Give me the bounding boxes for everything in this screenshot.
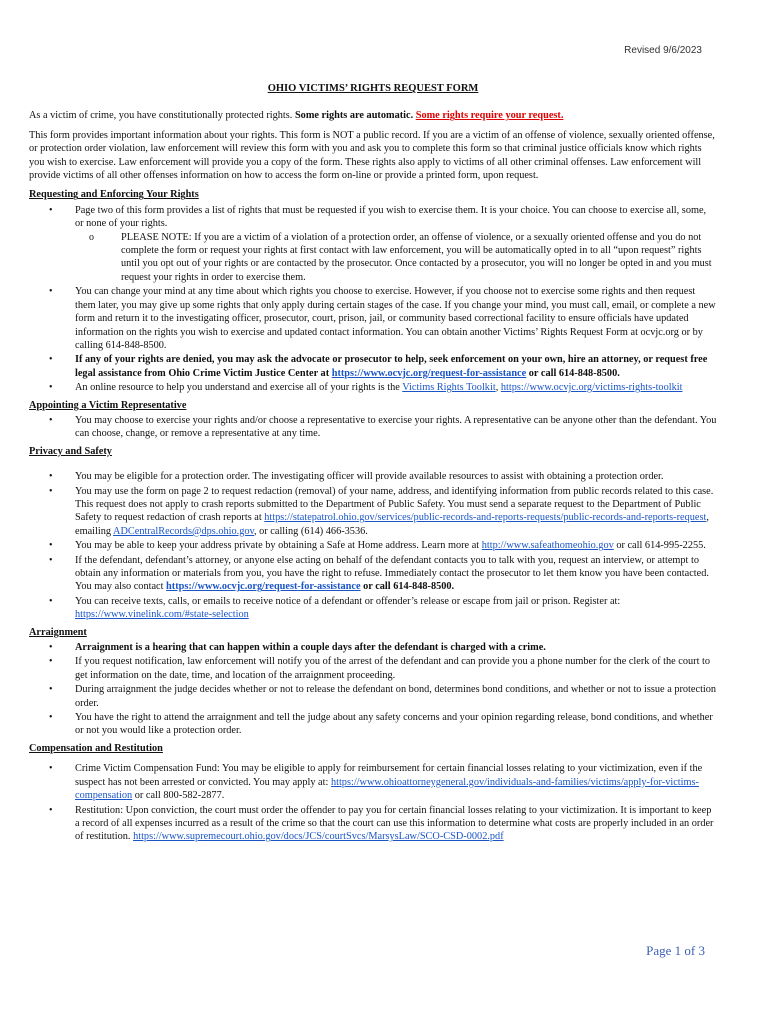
list-item <box>29 285 717 352</box>
list-item <box>29 762 717 802</box>
bullet-icon: • <box>49 204 53 216</box>
sub-list <box>75 231 717 285</box>
bullet-icon: • <box>49 554 53 566</box>
list-item <box>29 539 717 552</box>
adcentralrecords-email-link[interactable]: ADCentralRecords@dps.ohio.gov <box>113 525 254 537</box>
list-item <box>29 204 717 284</box>
victims-rights-toolkit-link[interactable]: Victims Rights Toolkit <box>402 382 496 394</box>
section-heading-compensation: Compensation and Restitution <box>29 742 163 754</box>
list-item <box>29 554 717 594</box>
form-description: This form provides important information about your rights. This form is NOT a public record. If you are a victim of an offense of violence, sexually oriented offense, or protection order violation, law enforcement will review this form with you and ask you to complete this form so that criminal justice officials know which rights you wish to exercise. Law enforcement will provide you a copy of the form. These rights also apply to victims of all other criminal offenses. Law enforcement will provide victims of all other offenses information on how to access the form on-line or provide a printed form, upon request. <box>29 129 715 182</box>
list-item-tail: or call 614-848-8500. <box>528 367 620 379</box>
bullet-icon: • <box>49 656 53 668</box>
list-item-text: You may use the form on page 2 to request redaction (removal) of your name, address, and identifying information from public records related to this case. This request does not apply to crash reports submitted to the Department of Public Safety. You must send a separate request to the Department of Public Safety to request redaction of crash reports at <box>75 485 714 524</box>
ocvjc-assistance-link[interactable]: https://www.ocvjc.org/request-for-assistance <box>166 581 361 593</box>
bullet-icon: • <box>49 540 53 552</box>
list-item-text: During arraignment the judge decides whether or not to release the defendant on bond, determines bond conditions, and whether or not to issue a protection order. <box>75 684 717 709</box>
ocvjc-assistance-link[interactable]: https://www.ocvjc.org/request-for-assistance <box>331 367 527 379</box>
bullet-icon: • <box>49 286 53 298</box>
form-title: OHIO VICTIMS’ RIGHTS REQUEST FORM <box>267 83 479 94</box>
list-item-text: Restitution: Upon conviction, the court must order the offender to pay you for certain financial losses relating to your victimization. It is important to keep a record of all expenses incurred as a result of the crime so that the court can use this information to determine what costs are properly included in an order of restitution. <box>75 804 714 843</box>
compensation-list <box>29 762 717 843</box>
list-item-text: You can receive texts, calls, or emails to receive notice of a defendant or offender’s release or escape from jail or prison. Register at: <box>75 595 621 607</box>
list-item <box>29 804 717 844</box>
sub-list-item-text: PLEASE NOTE: If you are a victim of a violation of a protection order, an offense of violence, or a sexually oriented offense and you do not complete the form or request your rights at first contact with law enforcement, you will be automatically opted in to all “upon request” rights until you opt out of your rights or are contacted by the prosecutor. Once contacted by a prosecutor, you will no longer be opted in and you must request your rights in order to exercise them. <box>121 231 712 283</box>
list-item-tail: or call 614-848-8500. <box>363 581 455 593</box>
list-item-text: Page two of this form provides a list of rights that must be requested if you wish to exercise them. It is your choice. You can choose to exercise all, some, or none of your rights. <box>75 204 707 230</box>
section-heading-representative: Appointing a Victim Representative <box>29 399 187 411</box>
list-item: • An online resource to help you understand and exercise all of your rights is the Victims Rights Toolkit, https://www.ocvjc.org/victims-rights-toolkit <box>49 382 683 394</box>
spacer <box>29 460 717 470</box>
list-item-text: Crime Victim Compensation Fund: You may be eligible to apply for reimbursement for certain financial losses relating to your victimization, even if the suspect has not been arrested or convicted. You may apply at: <box>75 763 703 788</box>
section-heading-arraignment: Arraignment <box>29 626 87 638</box>
list-item-text: If any of your rights are denied, you may ask the advocate or prosecutor to help, seek enforcement on your own, hire an attorney, or request free legal assistance from Ohio Crime Victim Justice Center at <box>75 354 708 379</box>
bullet-icon: • <box>49 414 53 426</box>
list-item <box>29 683 717 710</box>
privacy-list <box>29 470 717 621</box>
representative-list <box>29 414 717 441</box>
list-item <box>29 485 717 539</box>
list-item-text: An online resource to help you understand and exercise all of your rights is the <box>75 382 400 394</box>
list-item <box>29 655 717 682</box>
list-item-text: You may be able to keep your address private by obtaining a Safe at Home address. Learn more at <box>75 540 480 552</box>
page-number: Page 1 of 3 <box>646 943 705 958</box>
bullet-icon: • <box>49 712 53 724</box>
page-content <box>29 82 717 845</box>
intro-lead: As a victim of crime, you have constitutionally protected rights. <box>29 110 293 122</box>
section-heading-requesting: Requesting and Enforcing Your Rights <box>29 189 199 201</box>
bullet-icon: • <box>49 471 53 483</box>
vinelink-link[interactable]: https://www.vinelink.com/#state-selection <box>75 609 249 621</box>
bullet-icon: • <box>49 804 53 816</box>
victims-compensation-link[interactable]: https://www.ohioattorneygeneral.gov/individuals-and-families/victims/apply-for-victims-compensation <box>75 776 699 802</box>
list-item <box>29 711 717 738</box>
safeathome-link[interactable]: http://www.safeathomeohio.gov <box>481 540 614 552</box>
list-item-tail: or call 614-995-2255. <box>616 540 706 552</box>
list-item-tail: , or calling (614) 466-3536. <box>254 525 368 537</box>
list-item-mid: , emailing <box>75 512 709 537</box>
list-item-text: You have the right to attend the arraignment and tell the judge about any safety concerns and your opinion regarding release, bond conditions, and whether or not you would like a protection order. <box>75 712 713 737</box>
list-item <box>29 595 717 622</box>
bullet-icon: • <box>49 642 53 654</box>
list-item-text: If the defendant, defendant’s attorney, or anyone else acting on behalf of the defendant contacts you to talk with you, request an interview, or attempt to obtain any information or materials from you, you have the right to refuse. Immediately contact the prosecutor to let them know you have been contacted. You may also contact <box>75 554 709 593</box>
bullet-icon: • <box>49 382 53 394</box>
arraignment-list <box>29 641 717 738</box>
revised-date: Revised 9/6/2023 <box>624 45 702 56</box>
sub-bullet-icon: o <box>89 231 94 243</box>
list-item <box>29 353 717 380</box>
list-item <box>29 470 717 483</box>
list-item <box>29 641 717 654</box>
bullet-icon: • <box>49 684 53 696</box>
list-item-text: You may choose to exercise your rights and/or choose a representative to exercise your rights. A representative can be anyone other than the defendant. You can choose, change, or remove a representative at any time. <box>75 414 717 440</box>
sub-list-item <box>75 231 717 285</box>
bullet-icon: • <box>49 485 53 497</box>
list-item-text: Arraignment is a hearing that can happen within a couple days after the defendant is charged with a crime. <box>75 642 546 654</box>
intro-automatic: Some rights are automatic. <box>294 110 414 122</box>
list-item-text: If you request notification, law enforcement will notify you of the arrest of the defendant and can provide you a phone number for the clerk of the court to get information on the date, time, and location of the arraignment proceeding. <box>75 656 711 681</box>
section-heading-privacy: Privacy and Safety <box>29 445 112 457</box>
bullet-icon: • <box>49 763 53 775</box>
intro-paragraph <box>29 109 717 122</box>
list-item-text: You can change your mind at any time about which rights you choose to exercise. However, if you choose not to exercise some rights and then request them later, you may give up some rights that only apply during certain stages of the case. If you change your mind, you must call, email, or complete a new form and return it to the investigating officer, prosecutor, court, prison, jail, or community based correctional facility to ensure officials have updated information on the rights you wish to exercise and updated contact information. You can obtain another Victims’ Rights Request Form at ocvjc.org or by calling 614-848-8500. <box>75 286 716 351</box>
statepatrol-records-link[interactable]: https://statepatrol.ohio.gov/services/public-records-and-reports-requests/public-records-and-reports-request <box>264 512 707 524</box>
intro-require-request: Some rights require your request. <box>415 110 564 122</box>
toolkit-url-link[interactable]: https://www.ocvjc.org/victims-rights-toolkit <box>500 382 683 394</box>
list-item-tail: or call 800-582-2877. <box>134 790 225 802</box>
requesting-list <box>29 204 717 395</box>
list-item-text: You may be eligible for a protection order. The investigating officer will provide available resources to assist with obtaining a protection order. <box>75 471 664 483</box>
restitution-form-link[interactable]: https://www.supremecourt.ohio.gov/docs/JCS/courtSvcs/MarsysLaw/SCO-CSD-0002.pdf <box>133 831 504 843</box>
bullet-icon: • <box>49 354 53 366</box>
list-item <box>29 414 717 441</box>
bullet-icon: • <box>49 595 53 607</box>
